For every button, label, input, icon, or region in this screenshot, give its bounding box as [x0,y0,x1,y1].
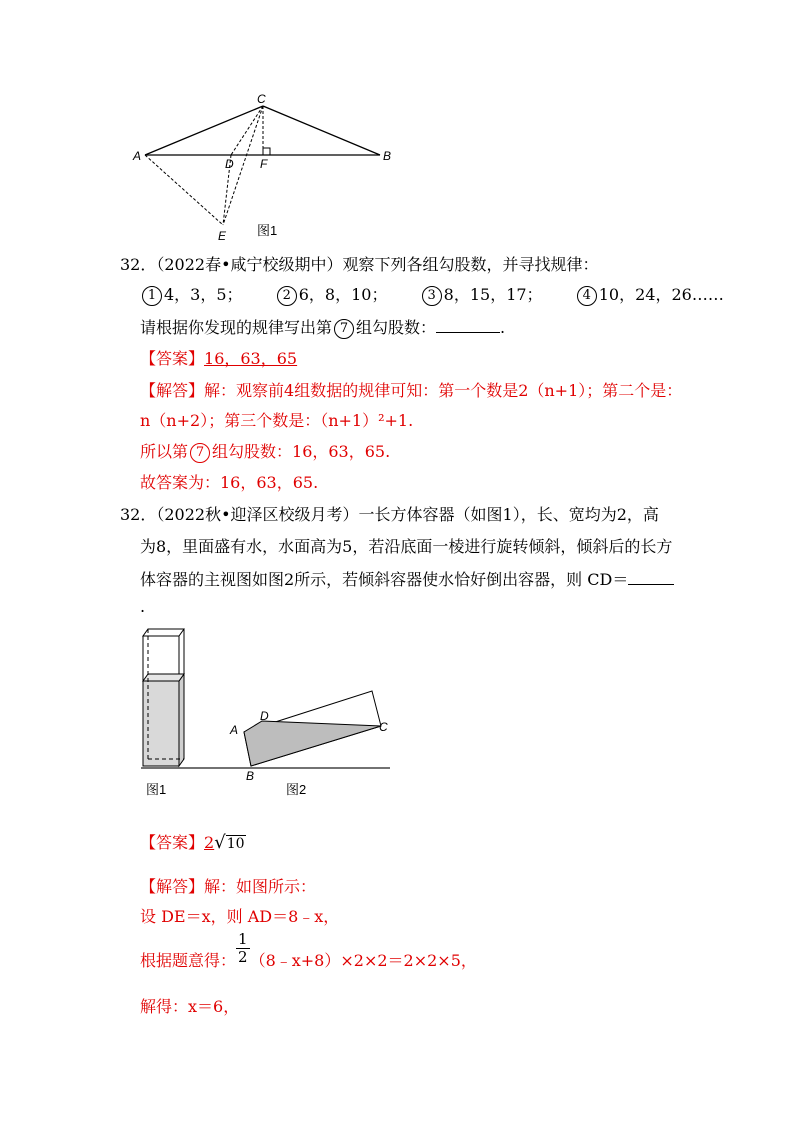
q32b-solution-2: 设 DE＝x，则 AD＝8﹣x， [140,907,340,926]
q32a-ask: 请根据你发现的规律写出第 7 组勾股数： . [140,318,506,337]
fig2-caption-1: 图1 [146,782,167,797]
fraction-one-half: $\frac{1}{2}$ [238,930,248,966]
fig1-label-d: D [225,157,234,171]
q32a-solution-1: 【解答】解：观察前4组数据的规律可知：第一个数是2（n+1）；第二个是： [140,381,683,400]
figure-1-triangle [130,88,410,248]
fig1-caption: 图1 [257,223,278,238]
q32b-stem-2: 为8，里面盛有水，水面高为5，若沿底面一棱进行旋转倾斜，倾斜后的长方 [140,537,673,556]
fig1-label-c: C [257,92,266,106]
cd-blank [628,568,674,585]
q32b-solution-4: 解得：x＝6， [140,997,240,1016]
answer-blank [436,316,500,333]
q32b-stem-3: 体容器的主视图如图2所示，若倾斜容器使水恰好倒出容器，则 CD＝ [140,568,674,591]
fig2-label-c: C [379,720,388,734]
sqrt-expression: √10 [214,832,245,853]
fig1-label-b: B [383,149,392,163]
q32b-answer: 【答案】2√10 [140,832,245,853]
q32a-solution-3: 所以第 7 组勾股数：16，63，65. [140,442,391,461]
q32b-solution-3: 根据题意得： $\frac{1}{2}$ （8﹣x+8）×2×2＝2×2×5， [140,930,477,970]
fig2-label-a: A [230,723,239,737]
fig2-caption-2: 图2 [286,782,307,797]
figure-container [136,620,396,804]
fig1-label-a: A [133,149,142,163]
fig2-label-b: B [246,769,255,783]
q32a-answer: 【答案】16，63，65 [140,349,298,368]
q32a-groups: 1 4，3，5； 2 6，8，10； 3 8，15，17； 4 10，24，26…… [140,284,724,306]
q32b-stem-4: . [140,597,146,616]
q32b-stem-1: 32．（2022秋•迎泽区校级月考）一长方体容器（如图1），长、宽均为2，高 [120,505,659,524]
q32a-stem: 32．（2022春•咸宁校级期中）观察下列各组勾股数，并寻找规律： [120,255,599,274]
fig1-label-e: E [218,229,227,243]
q32b-solution-1: 【解答】解：如图所示： [140,877,317,896]
q32a-solution-4: 故答案为：16，63，65. [140,473,319,492]
fig2-label-d: D [260,709,269,723]
fig1-label-f: F [260,157,268,171]
q32a-solution-2: n（n+2）；第三个数是：（n+1）²+1. [140,411,414,430]
